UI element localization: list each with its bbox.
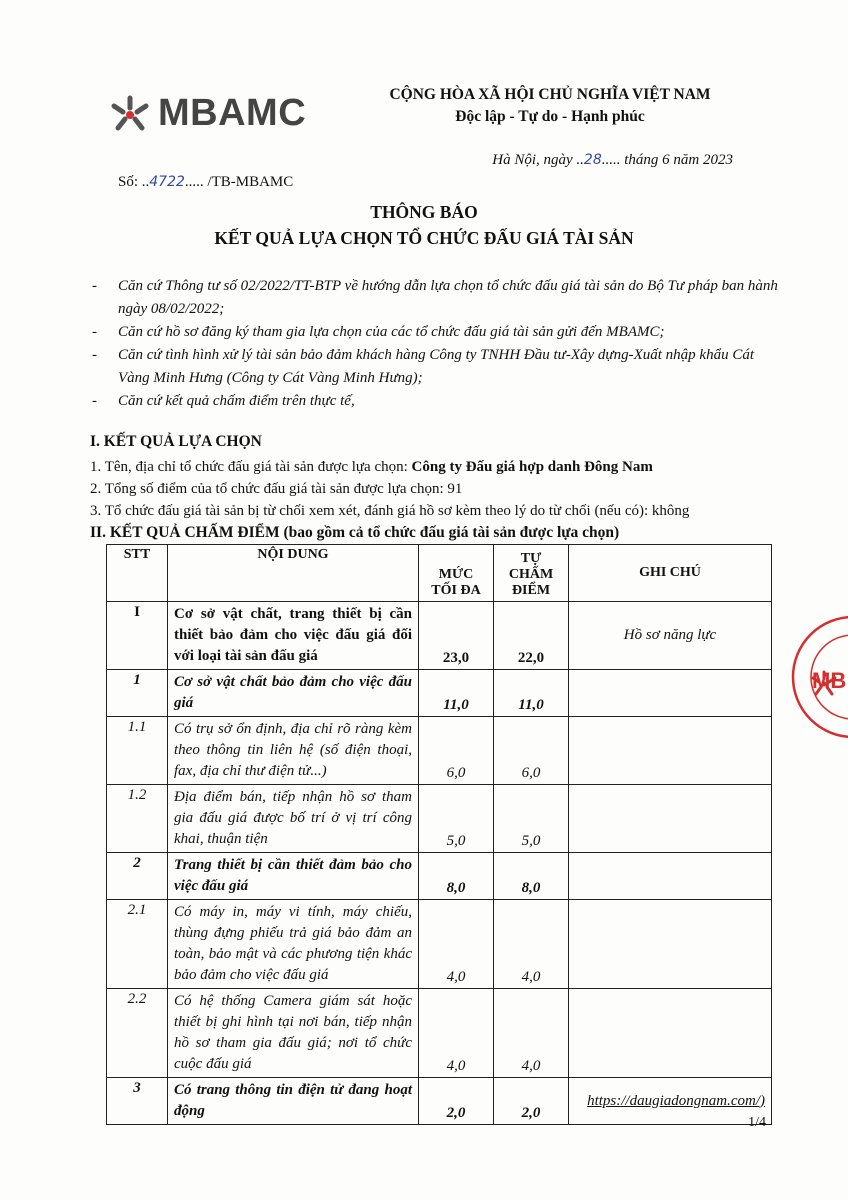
row-stt: 2.1 xyxy=(107,900,168,989)
row-content: Có trang thông tin điện tử đang hoạt động xyxy=(168,1078,419,1125)
logo-text: MBAMC xyxy=(158,92,307,134)
table-row xyxy=(107,717,772,785)
row-self: 11,0 xyxy=(494,670,569,717)
legal-bases xyxy=(92,275,782,413)
header-self: TỰ CHẤM ĐIỂM xyxy=(494,545,569,602)
title-line-2: KẾT QUẢ LỰA CHỌN TỔ CHỨC ĐẤU GIÁ TÀI SẢN xyxy=(214,228,634,248)
basis-item: - Căn cứ tình hình xử lý tài sản bảo đảm khách hàng Công ty TNHH Đầu tư-Xây dựng-Xuất nhập khẩu Cát Vàng Minh Hưng (Công ty Cát Vàng Minh Hưng); xyxy=(92,344,782,390)
row-content: Địa điểm bán, tiếp nhận hồ sơ tham gia đấu giá được bố trí ở vị trí công khai, thuận tiện xyxy=(168,785,419,853)
table-row xyxy=(107,989,772,1078)
row-note xyxy=(569,853,772,900)
row-self: 5,0 xyxy=(494,785,569,853)
row-max: 6,0 xyxy=(419,717,494,785)
row-max: 8,0 xyxy=(419,853,494,900)
header-note: GHI CHÚ xyxy=(569,545,772,602)
basis-item: - Căn cứ kết quả chấm điểm trên thực tế, xyxy=(92,390,782,413)
section-1-heading: I. KẾT QUẢ LỰA CHỌN xyxy=(90,433,262,450)
national-header xyxy=(372,84,728,128)
table-row xyxy=(107,1078,772,1125)
company-logo xyxy=(108,92,306,135)
nation-name: CỘNG HÒA XÃ HỘI CHỦ NGHĨA VIỆT NAM xyxy=(389,86,711,103)
document-number xyxy=(118,174,293,191)
row-self: 6,0 xyxy=(494,717,569,785)
row-self: 2,0 xyxy=(494,1078,569,1125)
section-2-heading: II. KẾT QUẢ CHẤM ĐIỂM (bao gồm cả tổ chức đấu giá tài sản được lựa chọn) xyxy=(90,524,620,541)
table-header-row xyxy=(107,545,772,602)
table-row xyxy=(107,785,772,853)
score-table xyxy=(106,544,772,1125)
motto: Độc lập - Tự do - Hạnh phúc xyxy=(455,108,645,125)
row-content: Có hệ thống Camera giám sát hoặc thiết bị ghi hình tại nơi bán, tiếp nhận hồ sơ tham gia đấu giá; nơi tổ chức cuộc đấu giá xyxy=(168,989,419,1078)
row-content: Cơ sở vật chất, trang thiết bị cần thiết bảo đảm cho việc đấu giá đối với loại tài sản đấu giá xyxy=(168,602,419,670)
place-suffix: ..... tháng 6 năm 2023 xyxy=(601,152,733,168)
row-self: 4,0 xyxy=(494,989,569,1078)
row-max: 11,0 xyxy=(419,670,494,717)
basis-item: - Căn cứ Thông tư số 02/2022/TT-BTP về hướng dẫn lựa chọn tổ chức đấu giá tài sản do Bộ Tư pháp ban hành ngày 08/02/2022; xyxy=(92,275,782,321)
table-row xyxy=(107,853,772,900)
page-number: 1/4 xyxy=(748,1115,766,1130)
table-row xyxy=(107,900,772,989)
row-note xyxy=(569,785,772,853)
row-note xyxy=(569,717,772,785)
table-row xyxy=(107,602,772,670)
row-stt: 1 xyxy=(107,670,168,717)
row-stt: 2 xyxy=(107,853,168,900)
row-note-cell xyxy=(569,1078,772,1125)
mbamc-star-icon xyxy=(108,94,152,134)
handwritten-day: 28 xyxy=(583,152,602,168)
row-stt: 1.1 xyxy=(107,717,168,785)
basis-item: - Căn cứ hồ sơ đăng ký tham gia lựa chọn của các tổ chức đấu giá tài sản gửi đến MBAMC; xyxy=(92,321,782,344)
seal-text: MB xyxy=(812,668,847,693)
doc-suffix: ..... /TB-MBAMC xyxy=(184,174,294,190)
section-1-items xyxy=(90,456,790,522)
table-row xyxy=(107,670,772,717)
title-line-1: THÔNG BÁO xyxy=(370,202,478,222)
row-max: 5,0 xyxy=(419,785,494,853)
row-note: Hồ sơ năng lực xyxy=(569,602,772,670)
selected-organization: Công ty Đấu giá hợp danh Đông Nam xyxy=(411,459,653,475)
row-note xyxy=(569,670,772,717)
row-note xyxy=(569,900,772,989)
row-note xyxy=(569,989,772,1078)
place-date xyxy=(492,152,733,169)
item-1-label: 1. Tên, địa chỉ tổ chức đấu giá tài sản được lựa chọn: xyxy=(90,459,412,475)
selection-item-1 xyxy=(90,456,790,478)
place-prefix: Hà Nội, ngày .. xyxy=(492,152,584,168)
header-stt: STT xyxy=(107,545,168,602)
selection-item-2: 2. Tổng số điểm của tổ chức đấu giá tài sản được lựa chọn: 91 xyxy=(90,481,463,497)
row-content: Trang thiết bị cần thiết đảm bảo cho việc đấu giá xyxy=(168,853,419,900)
row-self: 22,0 xyxy=(494,602,569,670)
row-content: Có trụ sở ổn định, địa chỉ rõ ràng kèm theo thông tin liên hệ (số điện thoại, fax, địa chỉ thư điện tử...) xyxy=(168,717,419,785)
row-content: Cơ sở vật chất bảo đảm cho việc đấu giá xyxy=(168,670,419,717)
row-max: 23,0 xyxy=(419,602,494,670)
handwritten-doc-number: 4722 xyxy=(149,174,185,190)
row-max: 4,0 xyxy=(419,900,494,989)
row-max: 2,0 xyxy=(419,1078,494,1125)
row-stt: 1.2 xyxy=(107,785,168,853)
selection-item-3: 3. Tổ chức đấu giá tài sản bị từ chối xem xét, đánh giá hồ sơ kèm theo lý do từ chối (nếu có): không xyxy=(90,503,690,519)
header-content: NỘI DUNG xyxy=(168,545,419,602)
document-title xyxy=(0,199,848,251)
row-max: 4,0 xyxy=(419,989,494,1078)
row-self: 8,0 xyxy=(494,853,569,900)
header-max: MỨC TỐI ĐA xyxy=(419,545,494,602)
row-stt: I xyxy=(107,602,168,670)
doc-prefix: Số: .. xyxy=(118,174,150,190)
row-content: Có máy in, máy vi tính, máy chiếu, thùng đựng phiếu trả giá bảo đảm an toàn, bảo mật và các phương tiện khác bảo đảm cho việc đấu giá xyxy=(168,900,419,989)
row-stt: 3 xyxy=(107,1078,168,1125)
row-stt: 2.2 xyxy=(107,989,168,1078)
website-link[interactable]: https://daugiadongnam.com/) xyxy=(587,1092,765,1109)
row-self: 4,0 xyxy=(494,900,569,989)
